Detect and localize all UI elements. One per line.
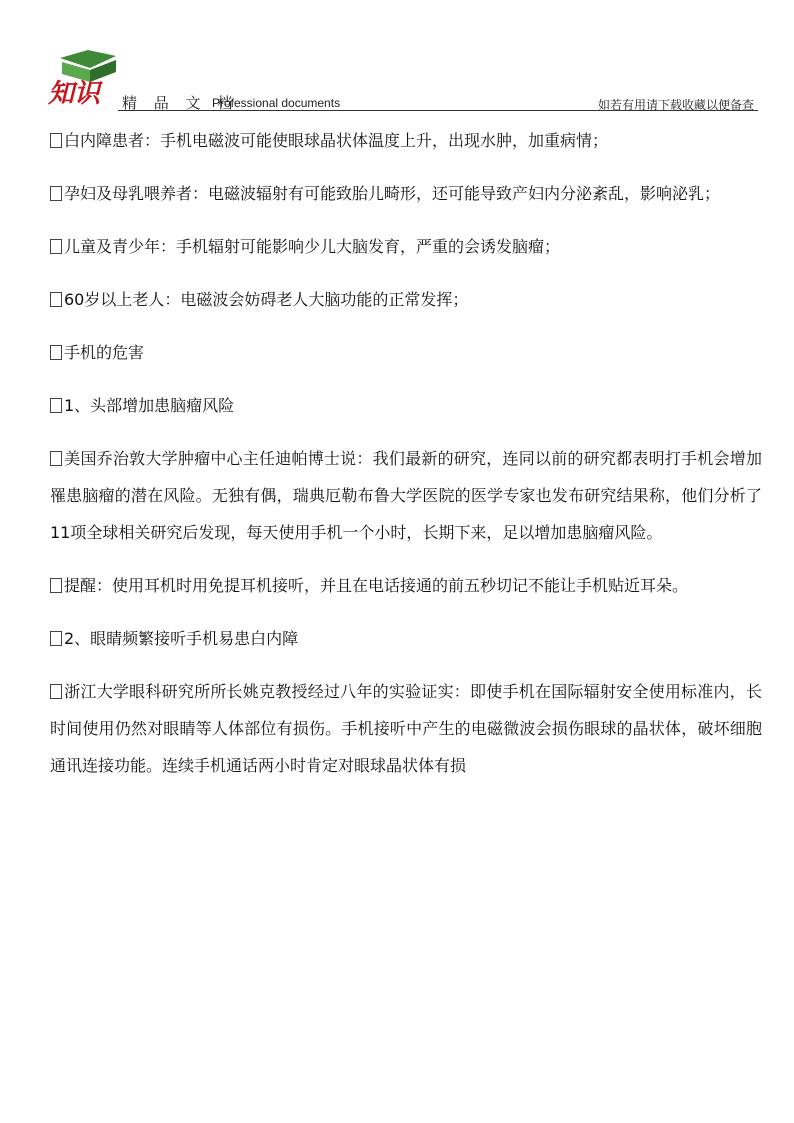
header-rule [118, 110, 758, 111]
checkbox-glyph-icon [50, 398, 62, 413]
paragraph: 孕妇及母乳喂养者：电磁波辐射有可能致胎儿畸形，还可能导致产妇内分泌紊乱，影响泌乳； [50, 175, 762, 212]
doc-subtitle: Professional documents [212, 96, 341, 110]
checkbox-glyph-icon [50, 684, 62, 699]
doc-title: 精 品 文 档 [122, 94, 239, 112]
paragraph: 美国乔治敦大学肿瘤中心主任迪帕博士说：我们最新的研究，连同以前的研究都表明打手机会增加罹患脑瘤的潜在风险。无独有偶，瑞典厄勒布鲁大学医院的医学专家也发布研究结果称，他们分析了11项全球相关研究后发现，每天使用手机一个小时，长期下来，足以增加患脑瘤风险。 [50, 449, 762, 542]
document-body [50, 122, 762, 800]
checkbox-glyph-icon [50, 186, 62, 201]
paragraph: 儿童及青少年：手机辐射可能影响少儿大脑发育，严重的会诱发脑瘤； [50, 228, 762, 265]
header-note: 如若有用请下载收藏以便备查 [597, 98, 754, 112]
checkbox-glyph-icon [50, 451, 62, 466]
checkbox-glyph-icon [50, 631, 62, 646]
subsection-heading: 2、眼睛频繁接听手机易患白内障 [50, 620, 762, 657]
checkbox-glyph-icon [50, 345, 62, 360]
paragraph: 60岁以上老人：电磁波会妨碍老人大脑功能的正常发挥； [50, 281, 762, 318]
checkbox-glyph-icon [50, 239, 62, 254]
book-logo-icon [42, 48, 122, 108]
svg-text:知识: 知识 [48, 79, 101, 108]
checkbox-glyph-icon [50, 133, 62, 148]
paragraph: 浙江大学眼科研究所所长姚克教授经过八年的实验证实：即使手机在国际辐射安全使用标准内，长时间使用仍然对眼睛等人体部位有损伤。手机接听中产生的电磁微波会损伤眼球的晶状体，破坏细胞通讯连接功能。连续手机通话两小时肯定对眼球晶状体有损 [50, 682, 762, 775]
section-heading: 手机的危害 [50, 334, 762, 371]
checkbox-glyph-icon [50, 578, 62, 593]
paragraph: 提醒：使用耳机时用免提耳机接听，并且在电话接通的前五秒切记不能让手机贴近耳朵。 [50, 567, 762, 604]
paragraph: 白内障患者：手机电磁波可能使眼球晶状体温度上升，出现水肿，加重病情； [50, 122, 762, 159]
checkbox-glyph-icon [50, 292, 62, 307]
subsection-heading: 1、头部增加患脑瘤风险 [50, 387, 762, 424]
page-header [0, 0, 794, 112]
